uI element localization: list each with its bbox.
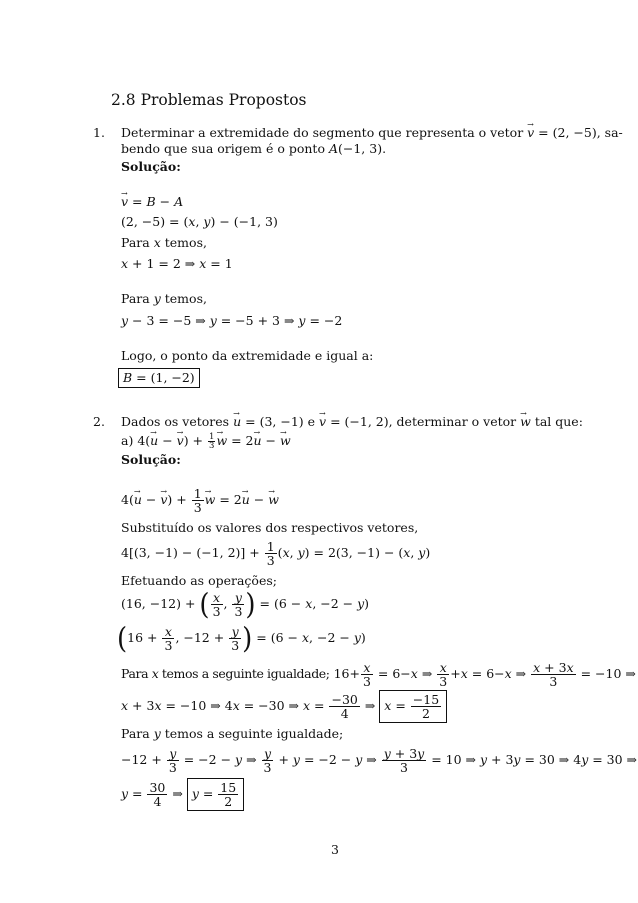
problem-1-statement-line1 xyxy=(121,126,623,140)
problem-1-stmt-d: (−1, 3). xyxy=(338,141,387,156)
problem-1-stmt-b: = (2, −5), sa- xyxy=(534,125,623,140)
answer-box-y: y = $\frac{15}{2}$ xyxy=(187,778,244,811)
subst-text: Substituído os valores dos respectivos vetores, xyxy=(121,520,419,535)
page-number: 3 xyxy=(331,842,339,857)
problem-2-statement: Dados os vetores → u = (3, −1) e → v = (−1, 2), determinar o vetor → w tal que: xyxy=(121,415,583,429)
equation-1: → v = B − A xyxy=(121,195,183,209)
equation-12: y = $\frac{30}{4}$ ⇒ y = $\frac{15}{2}$ xyxy=(121,778,244,811)
problem-1-stmt-c: bendo que sua origem é o ponto xyxy=(121,141,329,156)
para-x-text: Para x temos, xyxy=(121,235,207,250)
equation-5: 4(→ u − → v) + $\frac{1}{3}$ → w = 2→ u − → w xyxy=(121,487,279,514)
problem-2-item-a: a) 4(→ u − → v) + $\frac{1}{3}$ → w = 2→ u − → w xyxy=(121,433,291,450)
para-y-igualdade: Para y temos a seguinte igualdade; xyxy=(121,726,344,741)
equation-6: 4[(3, −1) − (−1, 2)] + $\frac{1}{3}$ (x, y) = 2(3, −1) − (x, y) xyxy=(121,539,431,568)
problem-1-statement-line2: bendo que sua origem é o ponto A(−1, 3). xyxy=(121,141,387,156)
equation-4: y − 3 = −5 ⇒ y = −5 + 3 ⇒ y = −2 xyxy=(121,313,343,328)
problem-2-number: 2. xyxy=(93,414,105,429)
equation-11: −12 + $\frac{y}{3}$ = −2 − y ⇒ $\frac{y}{3}$ + y = −2 − y ⇒ $\frac{y + 3y}{3}$ = 10 ⇒ y + 3y = 30 ⇒ 4y = 30 ⇒ xyxy=(121,746,638,775)
solution-label-2: Solução: xyxy=(121,452,181,467)
problem-1-stmt-a: Determinar a extremidade do segmento que representa o vetor xyxy=(121,125,528,140)
equation-2: (2, −5) = (x, y) − (−1, 3) xyxy=(121,214,278,229)
para-y-text: Para y temos, xyxy=(121,291,207,306)
section-title: 2.8 Problemas Propostos xyxy=(111,91,307,109)
equation-3: x + 1 = 2 ⇒ x = 1 xyxy=(121,256,233,271)
equation-10: x + 3x = −10 ⇒ 4x = −30 ⇒ x = $\frac{-30}{4}$ ⇒ x = $\frac{-15}{2}$ xyxy=(121,690,447,723)
equation-8: (16 + $\frac{x}{3}$ , −12 + $\frac{y}{3}$ ) = (6 − x, −2 − y) xyxy=(117,622,366,655)
efetuando-text: Efetuando as operações; xyxy=(121,573,277,588)
answer-box-1: B = (1, −2) xyxy=(118,368,200,388)
vector-v: → v xyxy=(527,126,534,140)
equation-9: Para x temos a seguinte igualdade; 16+ $\frac{x}{3}$ = 6−x ⇒ $\frac{x}{3}$ +x = 6−x ⇒ $\frac{x + 3x}{3}$ = −10 ⇒ xyxy=(121,660,636,689)
equation-7: (16, −12) + ( $\frac{x}{3}$ , $\frac{y}{3}$ ) = (6 − x, −2 − y) xyxy=(121,588,370,621)
conclusion-text: Logo, o ponto da extremidade e igual a: xyxy=(121,348,374,363)
solution-label-1: Solução: xyxy=(121,159,181,174)
problem-1-number: 1. xyxy=(93,125,105,140)
answer-box-x: x = $\frac{-15}{2}$ xyxy=(379,690,447,723)
